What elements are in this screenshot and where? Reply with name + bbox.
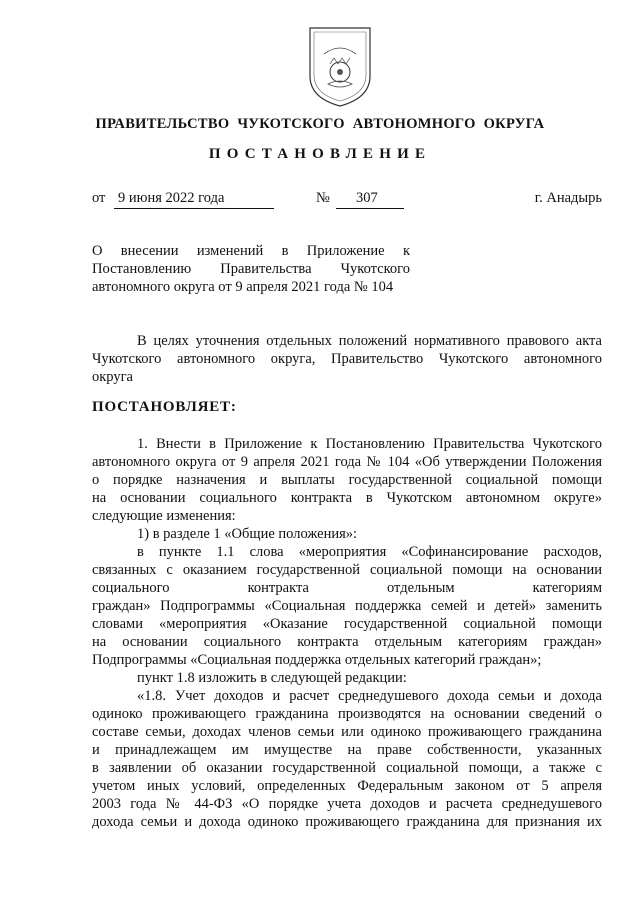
document-type-title: ПОСТАНОВЛЕНИЕ: [208, 146, 432, 162]
paragraph-line: социального контракта отдельным категориям: [92, 580, 602, 596]
paragraph-line: 1. Внести в Приложение к Постановлению Правительства Чукотского: [137, 436, 602, 452]
preamble-line: округа: [92, 369, 133, 385]
number-field: [336, 190, 404, 209]
paragraph-line: «1.8. Учет доходов и расчет среднедушевого дохода семьи и дохода: [137, 688, 602, 704]
paragraph-3: [92, 687, 602, 831]
paragraph-line: автономного округа от 9 апреля 2021 года № 104 «Об утверждении Положения: [92, 454, 602, 470]
paragraph-line: словами «мероприятия «Оказание государственной социальной помощи: [92, 616, 602, 632]
number-value: 307: [356, 190, 378, 206]
coat-of-arms-emblem: [304, 24, 376, 108]
paragraph-2: [92, 543, 602, 687]
paragraph-line: Подпрограммы «Социальная поддержка отдельных категорий граждан»;: [92, 652, 542, 668]
paragraph-1: [92, 435, 602, 543]
paragraph-line: на основании социального контракта отдельным категориям граждан»: [92, 634, 602, 650]
preamble-line: Чукотского автономного округа, Правительство Чукотского автономного: [92, 351, 602, 367]
date-prefix: от: [92, 190, 106, 206]
paragraph-line: в заявлении об оказании государственной социальной помощи, а также с: [92, 760, 602, 776]
item-1: 1) в разделе 1 «Общие положения»:: [137, 526, 358, 542]
paragraph-line: следующие изменения:: [92, 508, 236, 524]
document-subject: О внесении изменений в Приложение к Постановлению Правительства Чукотского автономного округа от 9 апреля 2021 года № 104: [92, 243, 410, 295]
date-field: [114, 190, 274, 209]
date-value: 9 июня 2022 года: [118, 190, 225, 206]
paragraph-line: и принадлежащем им имуществе на праве собственности, указанных: [92, 742, 602, 758]
item-18-intro: пункт 1.8 изложить в следующей редакции:: [137, 670, 407, 686]
paragraph-line: 2003 года № 44-ФЗ «О порядке учета доходов и расчета среднедушевого: [92, 796, 602, 812]
paragraph-line: дохода семьи и дохода одиноко проживающего гражданина для признания их: [92, 814, 602, 830]
paragraph-line: граждан» Подпрограммы «Социальная поддержка семей и детей» заменить: [92, 598, 602, 614]
city: г. Анадырь: [534, 190, 602, 206]
paragraph-line: в пункте 1.1 слова «мероприятия «Софинансирование расходов,: [137, 544, 602, 560]
paragraph-line: связанных с оказанием государственной социальной помощи на основании: [92, 562, 602, 578]
paragraph-line: на основании социального контракта в Чукотском автономном округе»: [92, 490, 602, 506]
paragraph-line: одиноко проживающего гражданина производятся на основании сведений о: [92, 706, 602, 722]
preamble: [92, 332, 602, 386]
resolve-heading: ПОСТАНОВЛЯЕТ:: [92, 399, 237, 415]
paragraph-line: учетом иных условий, определенных Федеральным законом от 5 апреля: [92, 778, 602, 794]
number-label: №: [316, 190, 330, 206]
paragraph-line: о порядке назначения и выплаты государственной социальной помощи: [92, 472, 602, 488]
paragraph-line: составе семьи, доходах членов семьи или одиноко проживающего гражданина: [92, 724, 602, 740]
organization-title: ПРАВИТЕЛЬСТВО ЧУКОТСКОГО АВТОНОМНОГО ОКРУГА: [95, 116, 545, 132]
preamble-line: В целях уточнения отдельных положений нормативного правового акта: [137, 333, 602, 349]
